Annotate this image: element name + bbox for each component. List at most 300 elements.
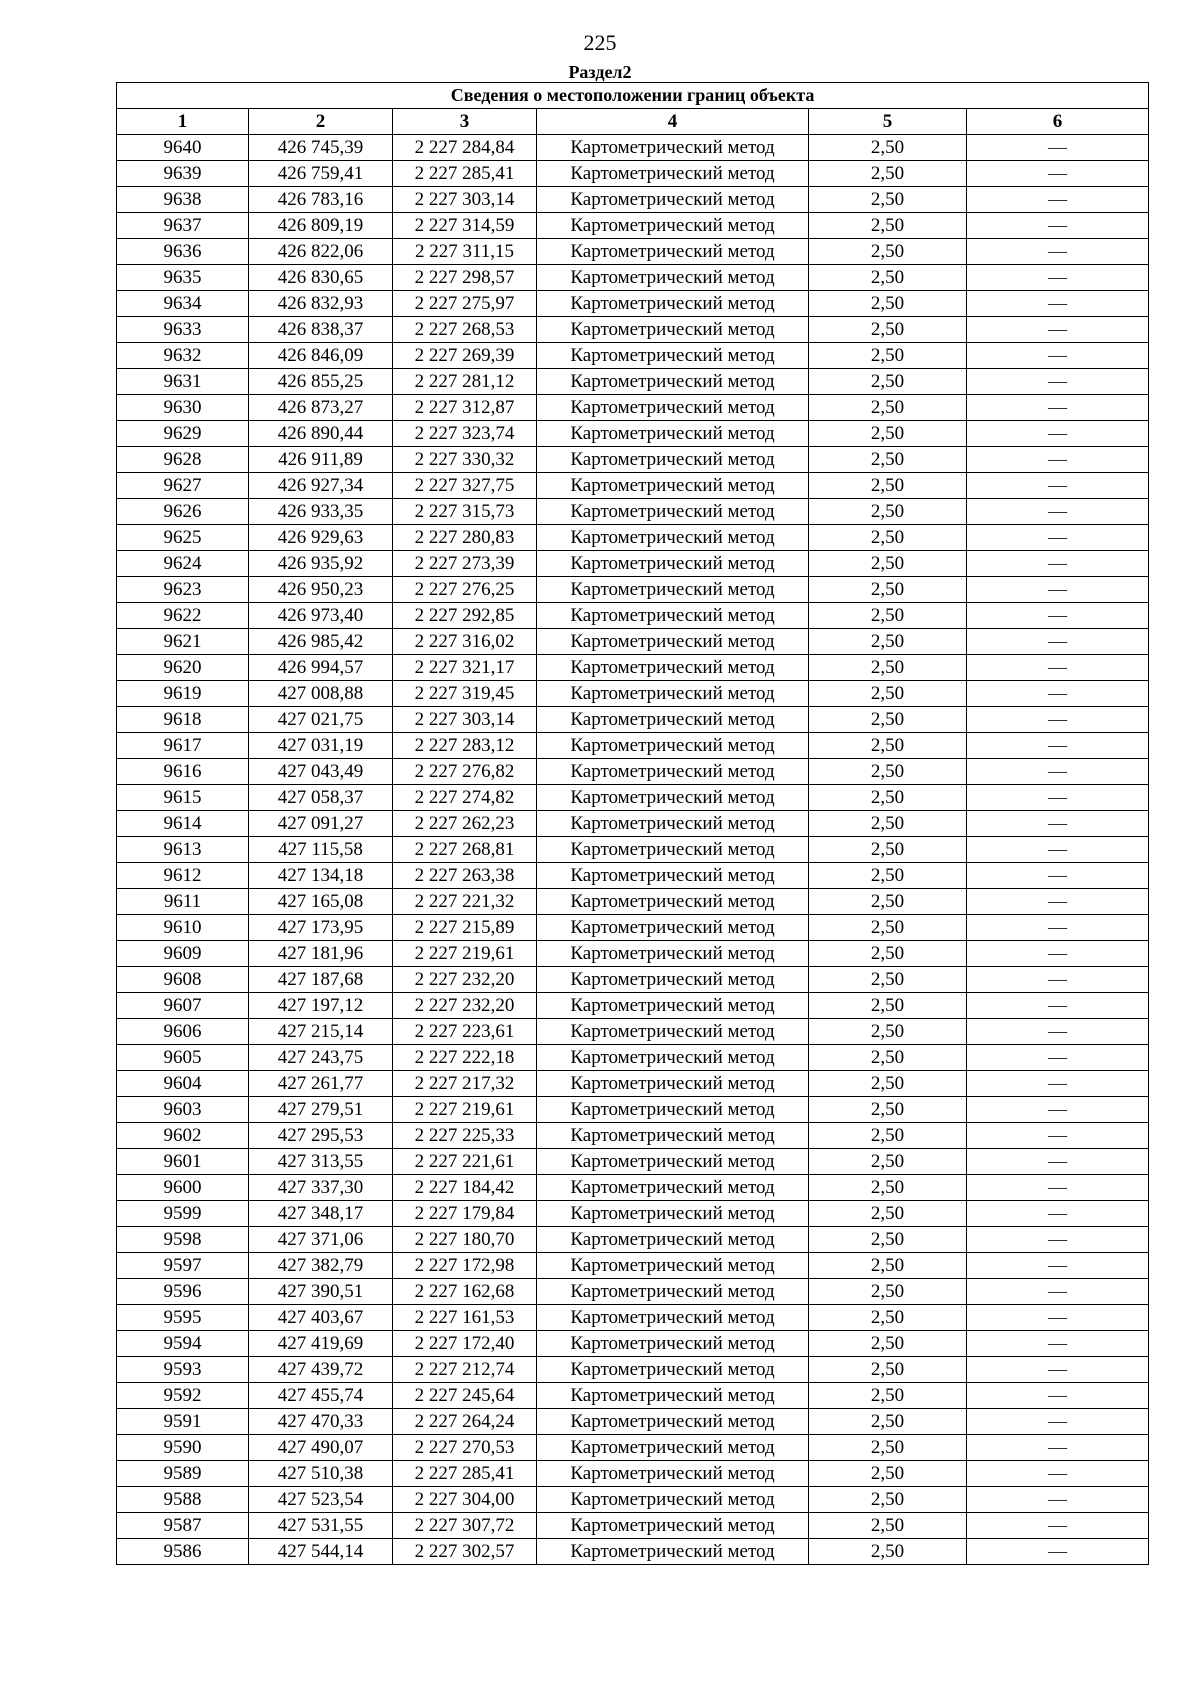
table-row (117, 1175, 1149, 1201)
method-cell: Картометрический метод (537, 577, 809, 603)
coord-y-cell: 2 227 268,81 (393, 837, 537, 863)
point-number-cell: 9614 (117, 811, 249, 837)
accuracy-cell: 2,50 (809, 1253, 967, 1279)
method-cell: Картометрический метод (537, 785, 809, 811)
accuracy-cell: 2,50 (809, 265, 967, 291)
note-cell: — (967, 1279, 1149, 1305)
table-row (117, 1097, 1149, 1123)
column-header: 6 (967, 109, 1149, 135)
accuracy-cell: 2,50 (809, 603, 967, 629)
note-cell: — (967, 941, 1149, 967)
accuracy-cell: 2,50 (809, 1331, 967, 1357)
method-cell: Картометрический метод (537, 1201, 809, 1227)
note-cell: — (967, 681, 1149, 707)
accuracy-cell: 2,50 (809, 629, 967, 655)
boundary-coordinates-table (116, 82, 1149, 1565)
point-number-cell: 9603 (117, 1097, 249, 1123)
note-cell: — (967, 291, 1149, 317)
method-cell: Картометрический метод (537, 837, 809, 863)
accuracy-cell: 2,50 (809, 863, 967, 889)
method-cell: Картометрический метод (537, 343, 809, 369)
method-cell: Картометрический метод (537, 1305, 809, 1331)
coord-y-cell: 2 227 219,61 (393, 941, 537, 967)
table-row (117, 967, 1149, 993)
coord-y-cell: 2 227 285,41 (393, 161, 537, 187)
note-cell: — (967, 707, 1149, 733)
note-cell: — (967, 265, 1149, 291)
accuracy-cell: 2,50 (809, 655, 967, 681)
table-body (117, 135, 1149, 1565)
point-number-cell: 9609 (117, 941, 249, 967)
accuracy-cell: 2,50 (809, 473, 967, 499)
point-number-cell: 9611 (117, 889, 249, 915)
coord-x-cell: 427 390,51 (249, 1279, 393, 1305)
accuracy-cell: 2,50 (809, 525, 967, 551)
table-row (117, 577, 1149, 603)
method-cell: Картометрический метод (537, 1513, 809, 1539)
accuracy-cell: 2,50 (809, 1487, 967, 1513)
note-cell: — (967, 837, 1149, 863)
note-cell: — (967, 1175, 1149, 1201)
point-number-cell: 9628 (117, 447, 249, 473)
table-row (117, 551, 1149, 577)
table-row (117, 1071, 1149, 1097)
coord-y-cell: 2 227 212,74 (393, 1357, 537, 1383)
coord-x-cell: 426 830,65 (249, 265, 393, 291)
point-number-cell: 9638 (117, 187, 249, 213)
accuracy-cell: 2,50 (809, 1201, 967, 1227)
accuracy-cell: 2,50 (809, 759, 967, 785)
method-cell: Картометрический метод (537, 603, 809, 629)
note-cell: — (967, 551, 1149, 577)
coord-x-cell: 427 021,75 (249, 707, 393, 733)
method-cell: Картометрический метод (537, 1071, 809, 1097)
table-row (117, 1227, 1149, 1253)
coord-x-cell: 427 031,19 (249, 733, 393, 759)
coord-x-cell: 426 822,06 (249, 239, 393, 265)
coord-x-cell: 426 929,63 (249, 525, 393, 551)
point-number-cell: 9623 (117, 577, 249, 603)
table-row (117, 1123, 1149, 1149)
accuracy-cell: 2,50 (809, 317, 967, 343)
table-row (117, 421, 1149, 447)
accuracy-cell: 2,50 (809, 187, 967, 213)
accuracy-cell: 2,50 (809, 1175, 967, 1201)
coord-y-cell: 2 227 221,61 (393, 1149, 537, 1175)
accuracy-cell: 2,50 (809, 1123, 967, 1149)
coord-y-cell: 2 227 274,82 (393, 785, 537, 811)
table-header-row (117, 109, 1149, 135)
accuracy-cell: 2,50 (809, 811, 967, 837)
note-cell: — (967, 863, 1149, 889)
coord-y-cell: 2 227 311,15 (393, 239, 537, 265)
note-cell: — (967, 1331, 1149, 1357)
note-cell: — (967, 187, 1149, 213)
table-row (117, 1513, 1149, 1539)
column-header: 3 (393, 109, 537, 135)
coord-x-cell: 427 531,55 (249, 1513, 393, 1539)
table-row (117, 239, 1149, 265)
note-cell: — (967, 525, 1149, 551)
table-row (117, 1305, 1149, 1331)
table-row (117, 395, 1149, 421)
coord-x-cell: 426 809,19 (249, 213, 393, 239)
coord-y-cell: 2 227 330,32 (393, 447, 537, 473)
note-cell: — (967, 1513, 1149, 1539)
coord-x-cell: 427 510,38 (249, 1461, 393, 1487)
accuracy-cell: 2,50 (809, 837, 967, 863)
point-number-cell: 9624 (117, 551, 249, 577)
coord-y-cell: 2 227 315,73 (393, 499, 537, 525)
point-number-cell: 9615 (117, 785, 249, 811)
method-cell: Картометрический метод (537, 161, 809, 187)
accuracy-cell: 2,50 (809, 1539, 967, 1565)
accuracy-cell: 2,50 (809, 1019, 967, 1045)
coord-y-cell: 2 227 268,53 (393, 317, 537, 343)
point-number-cell: 9627 (117, 473, 249, 499)
coord-y-cell: 2 227 281,12 (393, 369, 537, 395)
method-cell: Картометрический метод (537, 135, 809, 161)
table-row (117, 1487, 1149, 1513)
note-cell: — (967, 1045, 1149, 1071)
coord-y-cell: 2 227 179,84 (393, 1201, 537, 1227)
note-cell: — (967, 1435, 1149, 1461)
method-cell: Картометрический метод (537, 967, 809, 993)
coord-y-cell: 2 227 276,82 (393, 759, 537, 785)
method-cell: Картометрический метод (537, 811, 809, 837)
point-number-cell: 9612 (117, 863, 249, 889)
table-row (117, 369, 1149, 395)
table-row (117, 603, 1149, 629)
accuracy-cell: 2,50 (809, 239, 967, 265)
coord-x-cell: 426 846,09 (249, 343, 393, 369)
coord-y-cell: 2 227 283,12 (393, 733, 537, 759)
point-number-cell: 9632 (117, 343, 249, 369)
accuracy-cell: 2,50 (809, 707, 967, 733)
point-number-cell: 9601 (117, 1149, 249, 1175)
point-number-cell: 9595 (117, 1305, 249, 1331)
point-number-cell: 9590 (117, 1435, 249, 1461)
coord-y-cell: 2 227 303,14 (393, 187, 537, 213)
method-cell: Картометрический метод (537, 655, 809, 681)
table-caption-row (117, 83, 1149, 109)
point-number-cell: 9597 (117, 1253, 249, 1279)
method-cell: Картометрический метод (537, 551, 809, 577)
point-number-cell: 9618 (117, 707, 249, 733)
accuracy-cell: 2,50 (809, 1357, 967, 1383)
coord-y-cell: 2 227 263,38 (393, 863, 537, 889)
accuracy-cell: 2,50 (809, 135, 967, 161)
coord-y-cell: 2 227 184,42 (393, 1175, 537, 1201)
method-cell: Картометрический метод (537, 1019, 809, 1045)
method-cell: Картометрический метод (537, 187, 809, 213)
coord-y-cell: 2 227 280,83 (393, 525, 537, 551)
coord-x-cell: 426 783,16 (249, 187, 393, 213)
table-row (117, 941, 1149, 967)
table-row (117, 1045, 1149, 1071)
table-caption: Сведения о местоположении границ объекта (117, 83, 1149, 109)
coord-x-cell: 427 197,12 (249, 993, 393, 1019)
method-cell: Картометрический метод (537, 629, 809, 655)
note-cell: — (967, 1305, 1149, 1331)
accuracy-cell: 2,50 (809, 1097, 967, 1123)
accuracy-cell: 2,50 (809, 1071, 967, 1097)
table-row (117, 629, 1149, 655)
method-cell: Картометрический метод (537, 1331, 809, 1357)
coord-x-cell: 427 371,06 (249, 1227, 393, 1253)
accuracy-cell: 2,50 (809, 161, 967, 187)
coord-x-cell: 426 873,27 (249, 395, 393, 421)
coord-x-cell: 427 544,14 (249, 1539, 393, 1565)
note-cell: — (967, 785, 1149, 811)
coord-y-cell: 2 227 270,53 (393, 1435, 537, 1461)
table-row (117, 1279, 1149, 1305)
method-cell: Картометрический метод (537, 1175, 809, 1201)
table-row (117, 135, 1149, 161)
coord-x-cell: 427 181,96 (249, 941, 393, 967)
coord-y-cell: 2 227 222,18 (393, 1045, 537, 1071)
note-cell: — (967, 473, 1149, 499)
point-number-cell: 9617 (117, 733, 249, 759)
note-cell: — (967, 1071, 1149, 1097)
accuracy-cell: 2,50 (809, 369, 967, 395)
accuracy-cell: 2,50 (809, 395, 967, 421)
method-cell: Картометрический метод (537, 447, 809, 473)
table-row (117, 161, 1149, 187)
accuracy-cell: 2,50 (809, 1383, 967, 1409)
table-row (117, 343, 1149, 369)
accuracy-cell: 2,50 (809, 551, 967, 577)
accuracy-cell: 2,50 (809, 681, 967, 707)
accuracy-cell: 2,50 (809, 1435, 967, 1461)
note-cell: — (967, 1539, 1149, 1565)
point-number-cell: 9608 (117, 967, 249, 993)
method-cell: Картометрический метод (537, 499, 809, 525)
method-cell: Картометрический метод (537, 1383, 809, 1409)
accuracy-cell: 2,50 (809, 1409, 967, 1435)
method-cell: Картометрический метод (537, 1539, 809, 1565)
coord-x-cell: 426 890,44 (249, 421, 393, 447)
column-header: 1 (117, 109, 249, 135)
table-row (117, 1357, 1149, 1383)
note-cell: — (967, 1201, 1149, 1227)
table-row (117, 863, 1149, 889)
coord-y-cell: 2 227 232,20 (393, 967, 537, 993)
coord-y-cell: 2 227 304,00 (393, 1487, 537, 1513)
accuracy-cell: 2,50 (809, 785, 967, 811)
table-row (117, 837, 1149, 863)
accuracy-cell: 2,50 (809, 1513, 967, 1539)
method-cell: Картометрический метод (537, 317, 809, 343)
coord-y-cell: 2 227 323,74 (393, 421, 537, 447)
accuracy-cell: 2,50 (809, 343, 967, 369)
accuracy-cell: 2,50 (809, 1149, 967, 1175)
method-cell: Картометрический метод (537, 1279, 809, 1305)
point-number-cell: 9594 (117, 1331, 249, 1357)
coord-x-cell: 427 243,75 (249, 1045, 393, 1071)
method-cell: Картометрический метод (537, 1487, 809, 1513)
coord-x-cell: 426 745,39 (249, 135, 393, 161)
coord-x-cell: 426 927,34 (249, 473, 393, 499)
point-number-cell: 9589 (117, 1461, 249, 1487)
accuracy-cell: 2,50 (809, 421, 967, 447)
accuracy-cell: 2,50 (809, 941, 967, 967)
note-cell: — (967, 1097, 1149, 1123)
coord-x-cell: 427 187,68 (249, 967, 393, 993)
note-cell: — (967, 1019, 1149, 1045)
method-cell: Картометрический метод (537, 1357, 809, 1383)
coord-x-cell: 427 115,58 (249, 837, 393, 863)
point-number-cell: 9610 (117, 915, 249, 941)
coord-y-cell: 2 227 314,59 (393, 213, 537, 239)
note-cell: — (967, 1461, 1149, 1487)
point-number-cell: 9600 (117, 1175, 249, 1201)
method-cell: Картометрический метод (537, 993, 809, 1019)
coord-y-cell: 2 227 215,89 (393, 915, 537, 941)
accuracy-cell: 2,50 (809, 291, 967, 317)
coord-x-cell: 426 933,35 (249, 499, 393, 525)
method-cell: Картометрический метод (537, 265, 809, 291)
section-label: Раздел2 (568, 62, 632, 82)
coord-y-cell: 2 227 269,39 (393, 343, 537, 369)
method-cell: Картометрический метод (537, 941, 809, 967)
coord-x-cell: 427 295,53 (249, 1123, 393, 1149)
point-number-cell: 9588 (117, 1487, 249, 1513)
table-row (117, 1201, 1149, 1227)
coord-x-cell: 427 382,79 (249, 1253, 393, 1279)
method-cell: Картометрический метод (537, 1253, 809, 1279)
coord-x-cell: 427 091,27 (249, 811, 393, 837)
coord-y-cell: 2 227 245,64 (393, 1383, 537, 1409)
method-cell: Картометрический метод (537, 421, 809, 447)
note-cell: — (967, 759, 1149, 785)
coord-y-cell: 2 227 221,32 (393, 889, 537, 915)
page-number: 225 (583, 30, 617, 55)
point-number-cell: 9604 (117, 1071, 249, 1097)
method-cell: Картометрический метод (537, 525, 809, 551)
coord-x-cell: 426 911,89 (249, 447, 393, 473)
coord-x-cell: 426 950,23 (249, 577, 393, 603)
point-number-cell: 9592 (117, 1383, 249, 1409)
table-row (117, 915, 1149, 941)
method-cell: Картометрический метод (537, 707, 809, 733)
note-cell: — (967, 1409, 1149, 1435)
accuracy-cell: 2,50 (809, 577, 967, 603)
method-cell: Картометрический метод (537, 863, 809, 889)
note-cell: — (967, 447, 1149, 473)
accuracy-cell: 2,50 (809, 1279, 967, 1305)
coord-x-cell: 426 935,92 (249, 551, 393, 577)
table-row (117, 993, 1149, 1019)
coord-x-cell: 427 348,17 (249, 1201, 393, 1227)
table-row (117, 811, 1149, 837)
method-cell: Картометрический метод (537, 1097, 809, 1123)
table-row (117, 1253, 1149, 1279)
table-row (117, 317, 1149, 343)
point-number-cell: 9598 (117, 1227, 249, 1253)
note-cell: — (967, 915, 1149, 941)
coord-y-cell: 2 227 223,61 (393, 1019, 537, 1045)
coord-x-cell: 427 173,95 (249, 915, 393, 941)
method-cell: Картометрический метод (537, 239, 809, 265)
point-number-cell: 9637 (117, 213, 249, 239)
coord-y-cell: 2 227 219,61 (393, 1097, 537, 1123)
point-number-cell: 9599 (117, 1201, 249, 1227)
note-cell: — (967, 1487, 1149, 1513)
coord-y-cell: 2 227 161,53 (393, 1305, 537, 1331)
note-cell: — (967, 213, 1149, 239)
table-row (117, 1019, 1149, 1045)
table-row (117, 1149, 1149, 1175)
point-number-cell: 9602 (117, 1123, 249, 1149)
coord-x-cell: 426 973,40 (249, 603, 393, 629)
coord-y-cell: 2 227 303,14 (393, 707, 537, 733)
point-number-cell: 9640 (117, 135, 249, 161)
point-number-cell: 9630 (117, 395, 249, 421)
table-row (117, 1409, 1149, 1435)
note-cell: — (967, 1253, 1149, 1279)
accuracy-cell: 2,50 (809, 915, 967, 941)
column-header: 4 (537, 109, 809, 135)
note-cell: — (967, 369, 1149, 395)
method-cell: Картометрический метод (537, 291, 809, 317)
method-cell: Картометрический метод (537, 1227, 809, 1253)
method-cell: Картометрический метод (537, 1045, 809, 1071)
coord-x-cell: 427 470,33 (249, 1409, 393, 1435)
coord-x-cell: 427 439,72 (249, 1357, 393, 1383)
point-number-cell: 9635 (117, 265, 249, 291)
accuracy-cell: 2,50 (809, 889, 967, 915)
table-row (117, 681, 1149, 707)
point-number-cell: 9631 (117, 369, 249, 395)
point-number-cell: 9605 (117, 1045, 249, 1071)
note-cell: — (967, 395, 1149, 421)
coord-y-cell: 2 227 327,75 (393, 473, 537, 499)
coord-y-cell: 2 227 284,84 (393, 135, 537, 161)
coord-x-cell: 427 313,55 (249, 1149, 393, 1175)
coord-x-cell: 427 403,67 (249, 1305, 393, 1331)
coord-x-cell: 427 058,37 (249, 785, 393, 811)
table-row (117, 499, 1149, 525)
coord-x-cell: 426 838,37 (249, 317, 393, 343)
table-row (117, 785, 1149, 811)
coord-y-cell: 2 227 312,87 (393, 395, 537, 421)
coord-y-cell: 2 227 292,85 (393, 603, 537, 629)
note-cell: — (967, 577, 1149, 603)
coord-y-cell: 2 227 316,02 (393, 629, 537, 655)
method-cell: Картометрический метод (537, 889, 809, 915)
method-cell: Картометрический метод (537, 395, 809, 421)
table-row (117, 759, 1149, 785)
coord-x-cell: 426 832,93 (249, 291, 393, 317)
point-number-cell: 9586 (117, 1539, 249, 1565)
coord-y-cell: 2 227 172,40 (393, 1331, 537, 1357)
coord-x-cell: 427 419,69 (249, 1331, 393, 1357)
note-cell: — (967, 239, 1149, 265)
method-cell: Картометрический метод (537, 213, 809, 239)
point-number-cell: 9621 (117, 629, 249, 655)
point-number-cell: 9613 (117, 837, 249, 863)
note-cell: — (967, 499, 1149, 525)
table-row (117, 187, 1149, 213)
point-number-cell: 9596 (117, 1279, 249, 1305)
coord-y-cell: 2 227 262,23 (393, 811, 537, 837)
coord-x-cell: 427 337,30 (249, 1175, 393, 1201)
accuracy-cell: 2,50 (809, 447, 967, 473)
coord-x-cell: 427 165,08 (249, 889, 393, 915)
point-number-cell: 9587 (117, 1513, 249, 1539)
coord-y-cell: 2 227 273,39 (393, 551, 537, 577)
